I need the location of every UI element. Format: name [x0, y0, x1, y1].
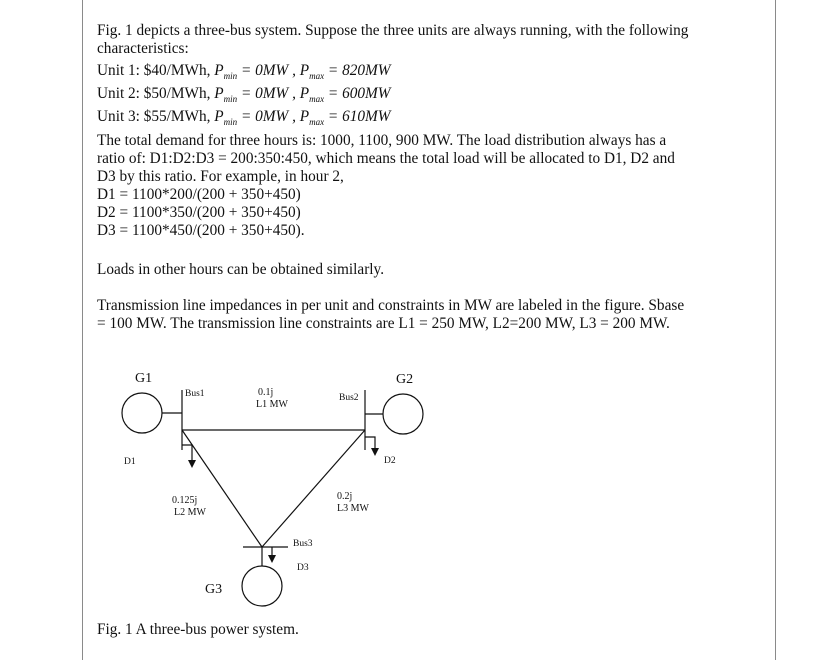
unit-2-pmin-value: = 0MW ,: [240, 85, 296, 102]
d1-load-arrow: [188, 460, 196, 468]
demand-line-1: The total demand for three hours is: 1000, 1100, 900 MW. The load distribution always has a: [97, 132, 667, 149]
bus1-label: Bus1: [185, 389, 205, 399]
intro-line-2: characteristics:: [97, 40, 189, 57]
unit-2-pmax-value: = 600MW: [327, 85, 391, 102]
bus3-label: Bus3: [293, 539, 313, 549]
intro-line-1: Fig. 1 depicts a three-bus system. Suppose the three units are always running, with the following: [97, 22, 689, 39]
l3-impedance-label: 0.2j: [337, 491, 353, 502]
unit-3-pmin-symbol: P: [214, 108, 224, 125]
unit-3-label: Unit 3: $55/MWh,: [97, 108, 211, 125]
unit-2-label: Unit 2: $50/MWh,: [97, 85, 211, 102]
g3-label: G3: [205, 582, 223, 597]
bus2-label: Bus2: [339, 393, 359, 403]
demand-eq-d2: D2 = 1100*350/(200 + 350+450): [97, 204, 301, 221]
l1-mw-label: L1 MW: [256, 399, 288, 410]
unit-1-pmin-value: = 0MW ,: [240, 62, 296, 79]
unit-2-pmin-sub: min: [223, 94, 238, 104]
l1-impedance-label: 0.1j: [258, 387, 274, 398]
d2-label: D2: [384, 456, 396, 466]
d3-label: D3: [297, 563, 309, 573]
unit-1-pmax-sub: max: [309, 71, 325, 81]
d1-load-wire: [182, 445, 192, 460]
g1-generator-circle: [122, 393, 162, 433]
demand-eq-d1: D1 = 1100*200/(200 + 350+450): [97, 186, 301, 203]
line-l2: [182, 430, 262, 547]
l3-mw-label: L3 MW: [337, 503, 369, 514]
line-l3: [262, 430, 365, 547]
unit-3-pmax-sub: max: [309, 117, 325, 127]
unit-3-pmin-value: = 0MW ,: [240, 108, 296, 125]
unit-1-label: Unit 1: $40/MWh,: [97, 62, 211, 79]
unit-2-pmin-symbol: P: [214, 85, 224, 102]
l2-impedance-label: 0.125j: [172, 495, 198, 506]
g2-label: G2: [396, 372, 414, 387]
demand-eq-d3: D3 = 1100*450/(200 + 350+450).: [97, 222, 305, 239]
unit-1-pmin-sub: min: [223, 71, 238, 81]
unit-2-pmax-symbol: P: [299, 85, 310, 102]
unit-1-pmin-symbol: P: [214, 62, 224, 79]
unit-1-pmax-value: = 820MW: [327, 62, 391, 79]
d2-load-wire: [365, 437, 375, 448]
unit-3-pmax-symbol: P: [299, 108, 310, 125]
unit-3-pmax-value: = 610MW: [327, 108, 391, 125]
figure-caption: Fig. 1 A three-bus power system.: [97, 621, 299, 638]
d2-load-arrow: [371, 448, 379, 456]
transmission-line-2: = 100 MW. The transmission line constraints are L1 = 250 MW, L2=200 MW, L3 = 200 MW.: [97, 315, 670, 332]
demand-line-3: D3 by this ratio. For example, in hour 2,: [97, 168, 344, 185]
g2-generator-circle: [383, 394, 423, 434]
d1-label: D1: [124, 457, 136, 467]
unit-2-pmax-sub: max: [309, 94, 325, 104]
transmission-line-1: Transmission line impedances in per unit and constraints in MW are labeled in the figure. Sbase: [97, 297, 685, 314]
d3-load-arrow: [268, 555, 276, 563]
unit-1-pmax-symbol: P: [299, 62, 310, 79]
demand-line-2: ratio of: D1:D2:D3 = 200:350:450, which means the total load will be allocated to D1, D2 and: [97, 150, 675, 167]
g3-generator-circle: [242, 566, 282, 606]
unit-3-pmin-sub: min: [223, 117, 238, 127]
g1-label: G1: [135, 371, 153, 386]
loads-other-hours: Loads in other hours can be obtained similarly.: [97, 261, 385, 278]
l2-mw-label: L2 MW: [174, 507, 206, 518]
